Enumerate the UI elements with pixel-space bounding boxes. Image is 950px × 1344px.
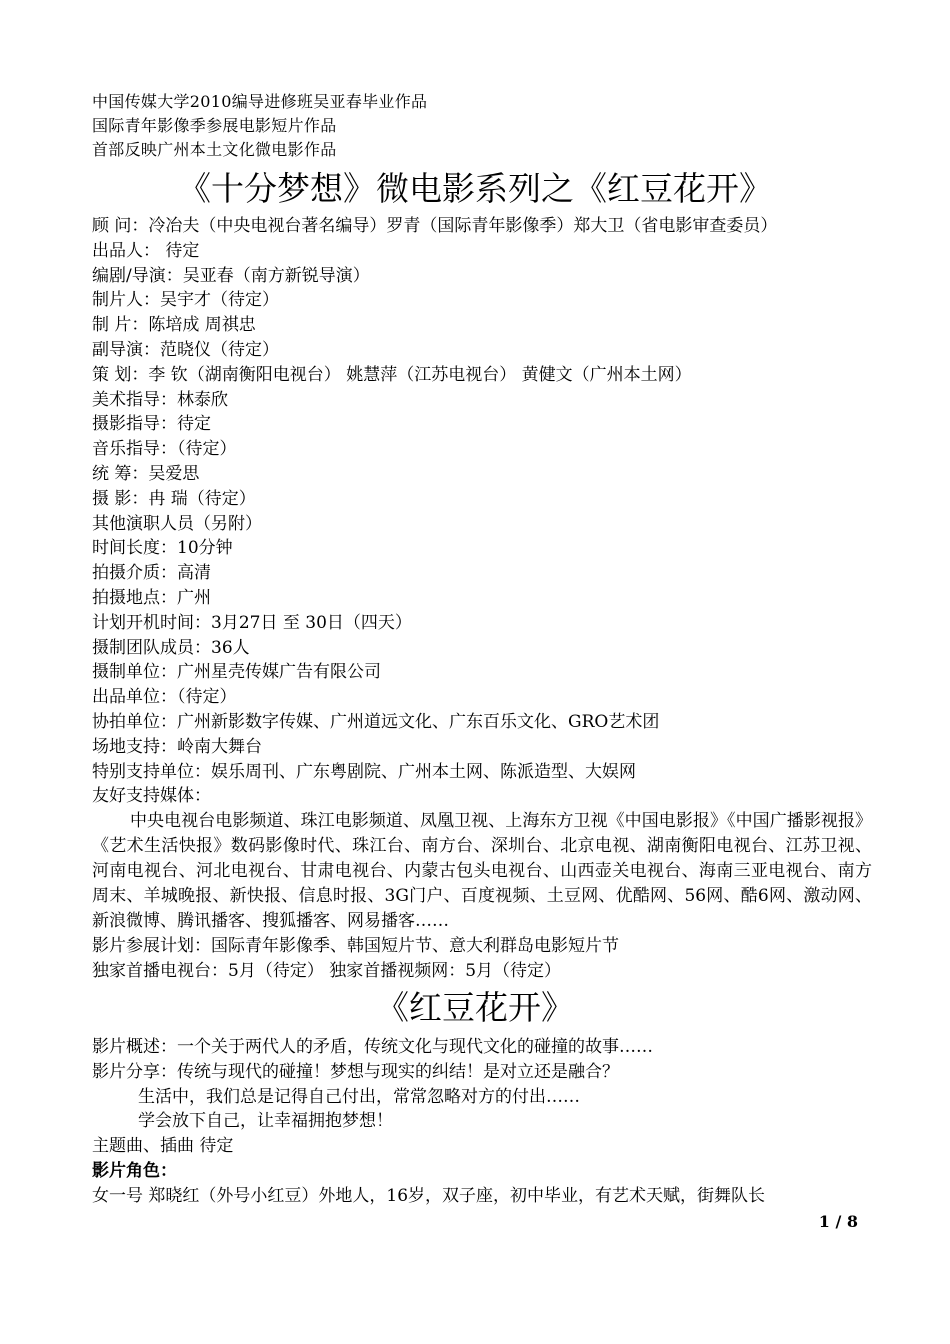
credit-writer-director: 编剧/导演：吴亚春（南方新锐导演）	[92, 265, 370, 286]
role-entry: 女一号 郑晓红（外号小红豆）外地人，16岁，双子座，初中毕业，有艺术天赋，街舞队长	[92, 1185, 766, 1206]
credit-medium: 拍摄介质：高清	[92, 563, 211, 584]
credit-cinematography: 摄 影：冉 瑞（待定）	[92, 488, 256, 509]
festival-plan: 影片参展计划：国际青年影像季、韩国短片节、意大利群岛电影短片节	[92, 936, 619, 957]
film-share-line: 学会放下自己，让幸福拥抱梦想！	[138, 1111, 393, 1132]
film-share-line: 生活中，我们总是记得自己付出，常常忽略对方的付出……	[138, 1086, 580, 1107]
credit-art-director: 美术指导：林泰欣	[92, 389, 228, 410]
credit-producer: 出品人： 待定	[92, 240, 200, 261]
header-line: 国际青年影像季参展电影短片作品	[92, 116, 337, 135]
credit-presenter: 出品单位：（待定）	[92, 687, 237, 708]
credit-media-support-label: 友好支持媒体：	[92, 786, 211, 807]
header-line: 中国传媒大学2010编导进修班吴亚春毕业作品	[92, 92, 428, 111]
credit-co-producers: 协拍单位：广州新影数字传媒、广州道远文化、广东百乐文化、GRO艺术团	[92, 711, 660, 732]
main-title: 《十分梦想》微电影系列之《红豆花开》	[178, 169, 772, 208]
credit-advisors: 顾 问：冷冶夫（中央电视台著名编导）罗青（国际青年影像季）郑大卫（省电影审查委员）	[92, 216, 778, 236]
credit-assistant-director: 副导演：范晓仪（待定）	[92, 339, 279, 360]
premiere-info: 独家首播电视台：5月（待定） 独家首播视频网：5月（待定）	[92, 960, 562, 981]
credit-production-company: 摄制单位：广州星壳传媒广告有限公司	[92, 662, 381, 683]
credit-duration: 时间长度：10分钟	[92, 538, 233, 559]
header-line: 首部反映广州本土文化微电影作品	[92, 140, 337, 159]
roles-heading: 影片角色：	[92, 1160, 177, 1181]
credit-production: 制 片：陈培成 周祺忠	[92, 315, 256, 336]
section-title: 《红豆花开》	[376, 988, 574, 1027]
credit-planning: 策 划：李 钦（湖南衡阳电视台） 姚慧萍（江苏电视台） 黄健文（广州本土网）	[92, 364, 692, 385]
credit-team-size: 摄制团队成员：36人	[92, 637, 250, 658]
credit-special-support: 特别支持单位：娱乐周刊、广东粤剧院、广州本土网、陈派造型、大娱网	[92, 761, 636, 782]
credit-music-director: 音乐指导：（待定）	[92, 439, 237, 460]
page-number: 1 / 8	[818, 1212, 858, 1231]
header-lines	[92, 90, 872, 162]
credit-location: 拍摄地点：广州	[92, 587, 211, 608]
film-share: 影片分享：传统与现代的碰撞！梦想与现实的纠结！是对立还是融合？	[92, 1061, 619, 1082]
credit-photography-director: 摄影指导：待定	[92, 414, 211, 435]
credit-other-staff: 其他演职人员（另附）	[92, 513, 262, 534]
credit-film-producer: 制片人：吴宇才（待定）	[92, 290, 279, 311]
media-support-paragraph: 中央电视台电影频道、珠江电影频道、凤凰卫视、上海东方卫视《中国电影报》《中国广播影视报》《艺术生活快报》数码影像时代、珠江台、南方台、深圳台、北京电视、湖南衡阳电视台、江苏卫视、河南电视台、河北电视台、甘肃电视台、内蒙古包头电视台、山西壶关电视台、海南三亚电视台、南方周末、羊城晚报、新快报、信息时报、3G门户、百度视频、土豆网、优酷网、56网、酷6网、激动网、新浪微博、腾讯播客、搜狐播客、网易播客……	[92, 811, 872, 932]
credit-venue-support: 场地支持：岭南大舞台	[92, 736, 262, 757]
credit-schedule: 计划开机时间：3月27日 至 30日（四天）	[92, 612, 412, 633]
film-overview: 影片概述：一个关于两代人的矛盾，传统文化与现代文化的碰撞的故事……	[92, 1037, 653, 1057]
credits-list	[92, 214, 882, 984]
theme-song: 主题曲、插曲 待定	[92, 1136, 234, 1157]
credit-coordinator: 统 筹：吴爱思	[92, 463, 200, 484]
film-summary	[92, 1035, 882, 1209]
